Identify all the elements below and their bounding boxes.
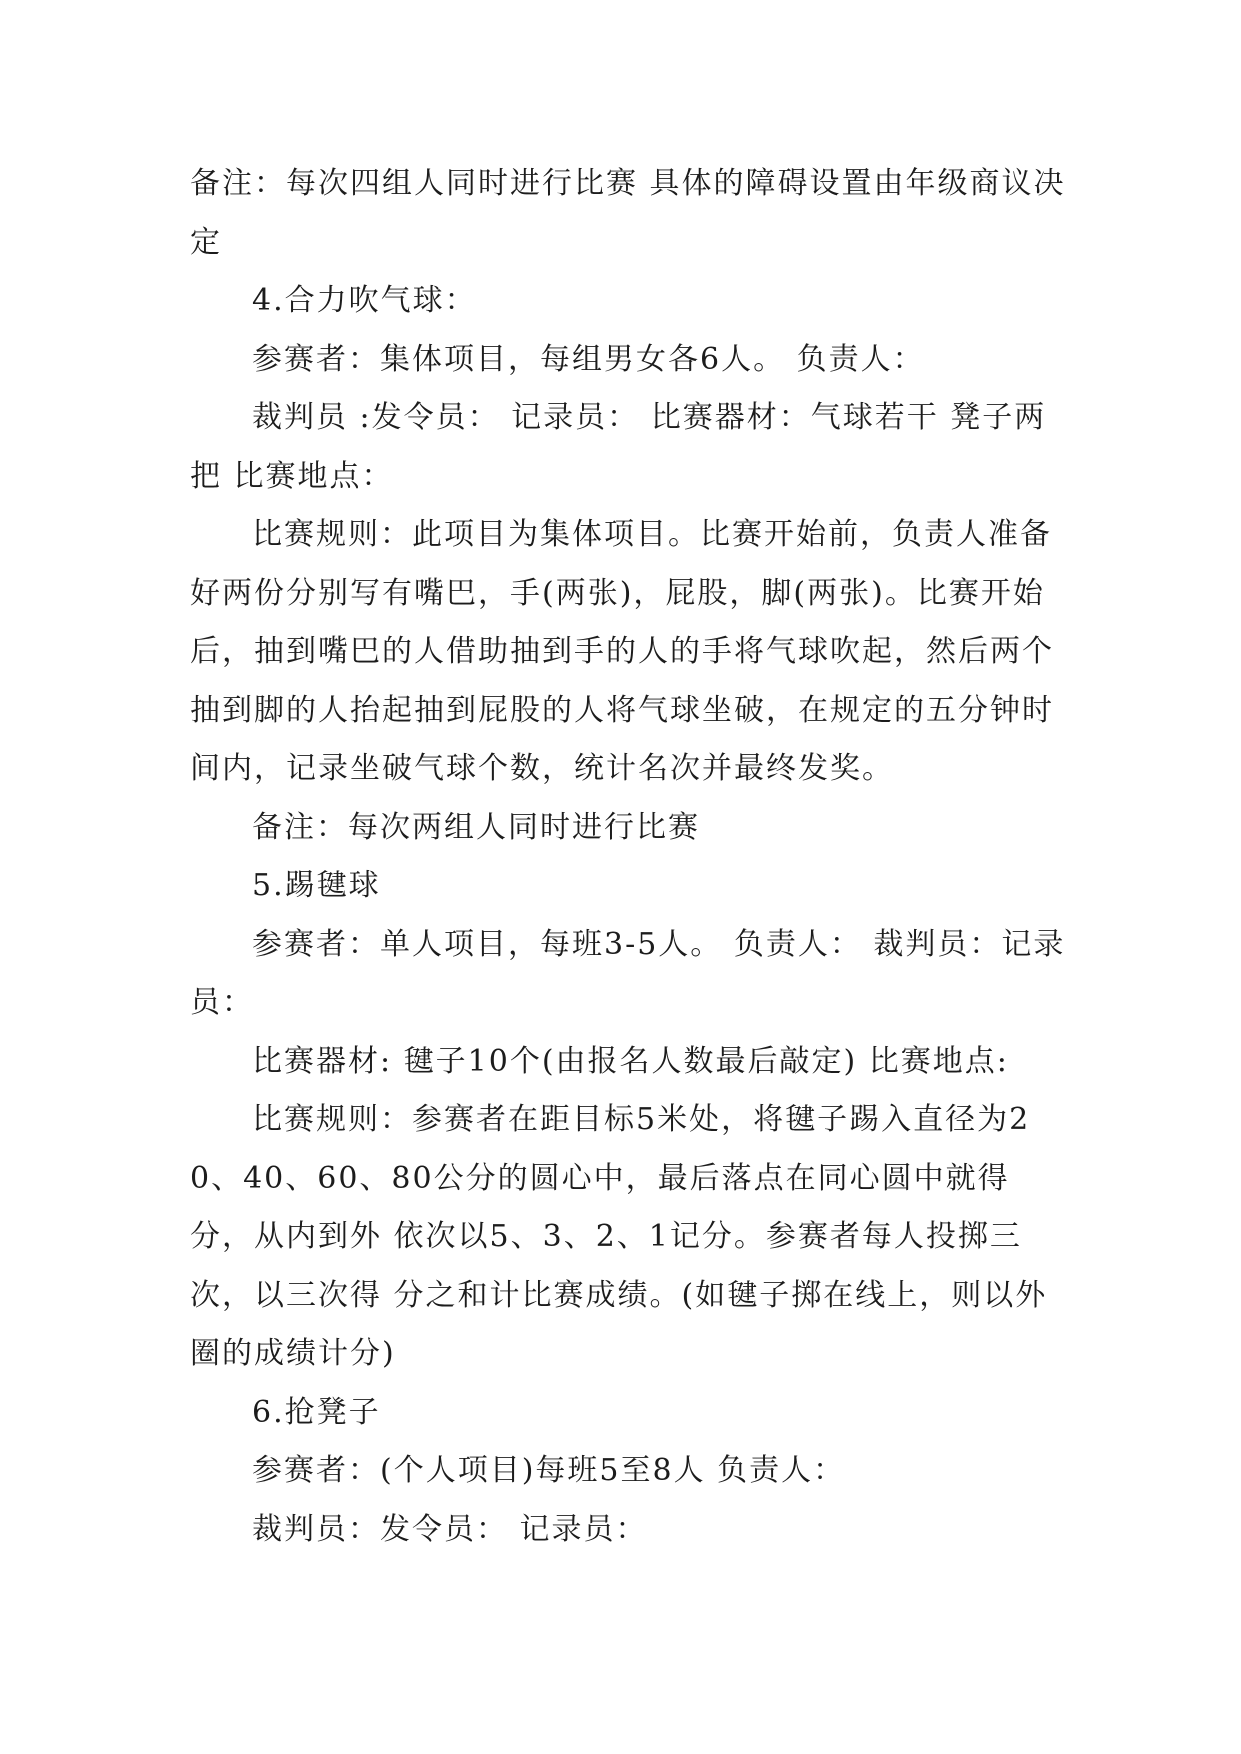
paragraph-remark-obstacle: 备注：每次四组人同时进行比赛 具体的障碍设置由年级商议决定 bbox=[190, 166, 1066, 260]
paragraph-shuttlecock-equipment: 比赛器材: 毽子10个(由报名人数最后敲定) 比赛地点: bbox=[252, 1043, 1009, 1079]
paragraph-balloon-participants: 参赛者：集体项目，每组男女各6人。 负责人： bbox=[252, 341, 925, 377]
paragraph-shuttlecock-participants: 参赛者：单人项目，每班3-5人。 负责人： 裁判员：记录员： bbox=[190, 926, 1066, 1020]
paragraph-chairs-staff: 裁判员：发令员： 记录员： bbox=[252, 1511, 648, 1547]
paragraph-chairs-participants: 参赛者：(个人项目)每班5至8人 负责人： bbox=[252, 1453, 846, 1488]
paragraph-shuttlecock-rules: 比赛规则：参赛者在距目标5米处，将毽子踢入直径为20、40、60、80公分的圆心中，最后落点在同心圆中就得分，从内到外 依次以5、3、2、1记分。参赛者每人投掷三次，以三次得 分之和计比赛成绩。(如毽子掷在线上，则以外圈的成绩计分) bbox=[190, 1102, 1048, 1371]
heading-balloon-blowing: 4.合力吹气球： bbox=[252, 283, 477, 318]
paragraph-balloon-rules: 比赛规则：此项目为集体项目。比赛开始前，负责人准备好两份分别写有嘴巴，手(两张)，屁股，脚(两张)。比赛开始后，抽到嘴巴的人借助抽到手的人的手将气球吹起，然后两个抽到脚的人抬起抽到屁股的人将气球坐破，在规定的五分钟时间内，记录坐破气球个数，统计名次并最终发奖。 bbox=[190, 517, 1054, 786]
document-body bbox=[190, 155, 1070, 1559]
paragraph-balloon-remark: 备注：每次两组人同时进行比赛 bbox=[252, 809, 700, 845]
heading-shuttlecock: 5.踢毽球 bbox=[252, 868, 381, 903]
paragraph-balloon-staff-equipment: 裁判员 :发令员： 记录员： 比赛器材：气球若干 凳子两把 比赛地点： bbox=[190, 400, 1047, 494]
heading-musical-chairs: 6.抢凳子 bbox=[252, 1394, 381, 1430]
